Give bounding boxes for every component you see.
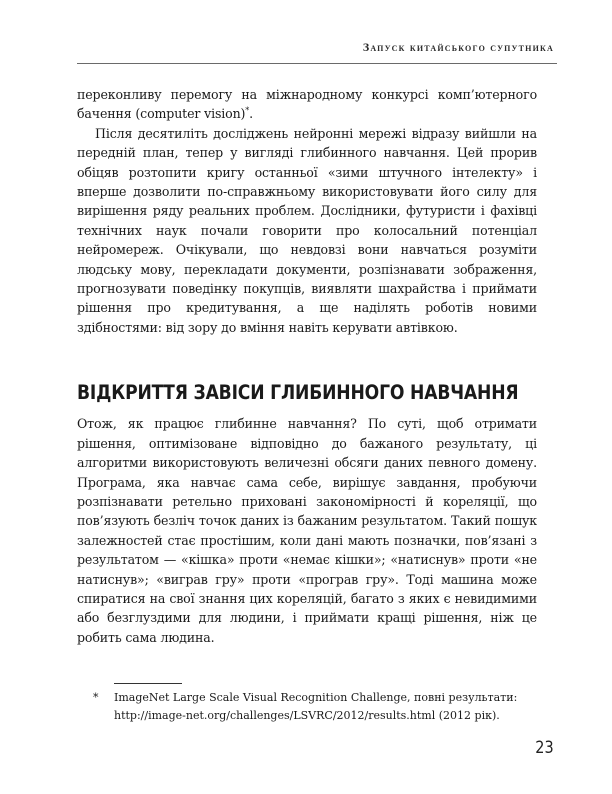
paragraph-continued [77,85,537,124]
section-heading: ВІДКРИТТЯ ЗАВІСИ ГЛИБИННОГО НАВЧАННЯ [77,381,519,405]
footnote-reference[interactable]: * [245,106,250,116]
paragraph: Отож, як працює глибинне навчання? По суті, щоб отримати рішення, оптимізоване відповідно до бажаного результату, ці алгоритми використовують величезні обсяги даних певного домену. Програма, яка навчає сама себе, вирішує завдання, пробуючи розпізнавати ретельно приховані закономірності й кореляції, що пов’язують безліч точок даних із бажаним результатом. Такий пошук залежностей стає простішим, коли дані мають позначки, пов’язані з результатом — «кішка» проти «немає кішки»; «натиснув» проти «не натиснув»; «виграв гру» проти «програв гру». Тоді машина може спиратися на свої знання цих кореляцій, багато з яких є невидимими або безглуздими для людини, і приймати кращі рішення, ніж це робить сама людина. [77,416,537,645]
footnote-mark: * [93,691,99,704]
running-header: Запуск китайського супутника [362,40,554,54]
paragraph-text: переконливу перемогу на міжнародному конкурсі комп’ютерного бачення (computer vision) [77,87,537,122]
paragraph-end: . [249,106,254,122]
footnote-text: ImageNet Large Scale Visual Recognition Challenge, повні результати: http://image-net.org/challenges/LSVRC/2012/results.html (2012 рік). [114,691,518,722]
footnote [93,689,539,725]
page-number: 23 [535,738,554,758]
header-rule [77,63,557,64]
footnote-rule [114,683,182,684]
page-body [77,85,537,647]
paragraph: Після десятиліть досліджень нейронні мережі відразу вийшли на передній план, тепер у вигляді глибинного навчання. Цей прорив обіцяв розтопити кригу останньої «зими штучного інтелекту» і вперше дозволити по-справжньому використовувати його силу для вирішення ряду реальних проблем. Дослідники, футуристи і фахівці технічних наук почали говорити про колосальний потенціал нейромереж. Очікували, що невдовзі вони навчаться розуміти людську мову, перекладати документи, розпізнавати зображення, прогнозувати поведінку покупців, виявляти шахрайства і приймати рішення про кредитування, а ще наділять роботів новими здібностями: від зору до вміння навіть керувати автівкою. [77,125,537,335]
